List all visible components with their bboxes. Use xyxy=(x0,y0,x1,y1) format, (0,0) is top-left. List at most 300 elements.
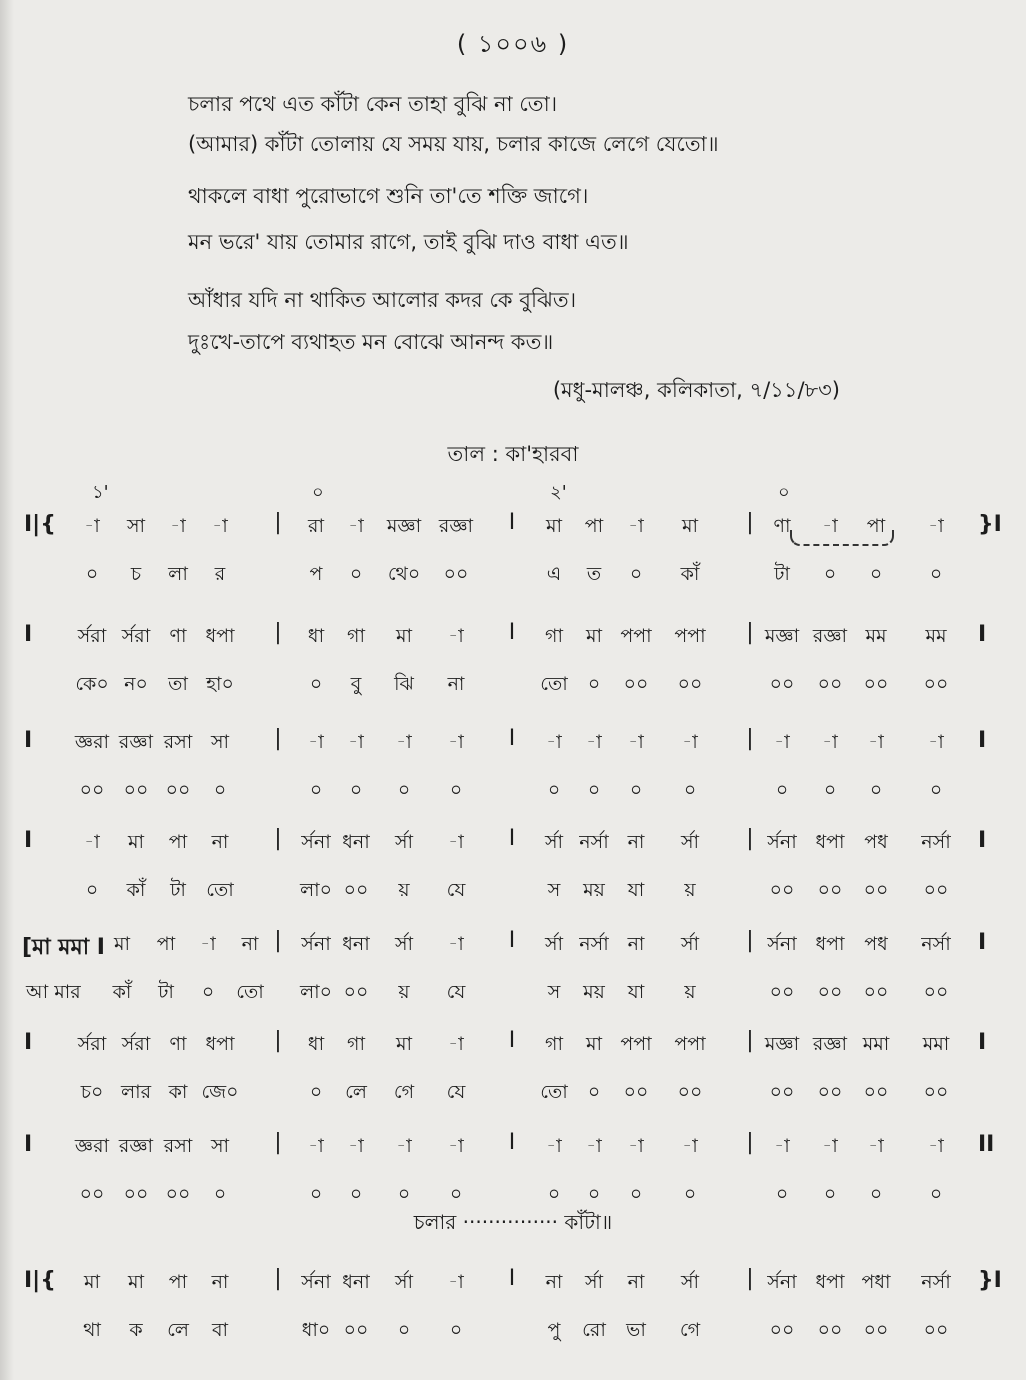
swara-note: নর্সা xyxy=(921,831,951,853)
lyric-syllable: ধা০ xyxy=(301,1319,331,1341)
lyric-syllable: ০ xyxy=(213,779,227,801)
lyric-syllable: রো xyxy=(582,1319,606,1341)
swara-note: গা xyxy=(347,1033,365,1055)
lyric-syllable: ০ xyxy=(587,673,601,695)
lyric-line: (আমার) কাঁটা তোলায় যে সময় যায়, চলার কাজে লেগে যেতো॥ xyxy=(188,132,719,156)
swara-note: র্সা xyxy=(394,933,414,955)
lyric-syllable: ০ xyxy=(349,1183,363,1205)
lyric-syllable: তা xyxy=(168,673,188,695)
swara-note: -া xyxy=(774,731,790,753)
swara-note: রা xyxy=(308,515,324,537)
lyric-syllable: য় xyxy=(684,879,696,901)
lyric-syllable: ০০ xyxy=(769,1319,795,1341)
swara-note: -া xyxy=(448,625,464,647)
swara-note: র্সা xyxy=(394,1271,414,1293)
lyric-syllable: কাঁ xyxy=(112,981,132,1003)
swara-note: জ্ঞরা xyxy=(74,731,110,753)
swara-note: র্সা xyxy=(680,1271,700,1293)
lyric-syllable: বু xyxy=(350,673,362,695)
lyric-syllable: লার xyxy=(120,1081,152,1103)
bar-line: | xyxy=(746,510,754,535)
lyric-line: থাকলে বাধা পুরোভাগে শুনি তা'তে শক্তি জাগে। xyxy=(188,184,589,208)
swara-note: সা xyxy=(210,731,230,753)
swara-note: -া xyxy=(448,731,464,753)
lyric-syllable: লে xyxy=(167,1319,189,1341)
bar-line: | xyxy=(274,1130,282,1155)
swara-note: -া xyxy=(200,933,216,955)
swara-note: গা xyxy=(545,1033,563,1055)
swara-note: র্সা xyxy=(680,933,700,955)
lyric-syllable: র xyxy=(214,563,226,585)
swara-note: ধপা xyxy=(815,933,845,955)
lyric-line: আঁধার যদি না থাকিত আলোর কদর কে বুঝিত। xyxy=(188,288,577,312)
swara-note: পপা xyxy=(674,1033,706,1055)
lyric-syllable: ০০ xyxy=(817,1319,843,1341)
swara-note: পা xyxy=(168,1271,188,1293)
swara-note: -া xyxy=(448,1271,464,1293)
swara-note: ধা xyxy=(307,1033,325,1055)
row-start-sign: I xyxy=(24,828,33,853)
lyric-syllable: ০০ xyxy=(623,1081,649,1103)
swara-note: ধপা xyxy=(205,1033,235,1055)
swara-note: রজ্ঞা xyxy=(812,625,848,647)
lyric-syllable: ০০ xyxy=(79,1183,105,1205)
lyric-syllable: ০০ xyxy=(923,673,949,695)
bar-line: | xyxy=(274,826,282,851)
lyric-syllable: ০ xyxy=(929,563,943,585)
lyric-syllable: লা০ xyxy=(299,879,333,901)
beat-mark: ১' xyxy=(92,482,109,503)
swara-note: ণা xyxy=(773,515,791,537)
lyric-line: মন ভরে' যায় তোমার রাগে, তাই বুঝি দাও বাধা এত॥ xyxy=(188,230,629,254)
lyric-syllable: ০ xyxy=(929,1183,943,1205)
lyric-syllable: ভা xyxy=(626,1319,646,1341)
lyric-syllable: য় xyxy=(398,879,410,901)
bar-line: I xyxy=(508,510,516,535)
lyric-syllable: ০০ xyxy=(343,1319,369,1341)
lyric-syllable: ০ xyxy=(449,1319,463,1341)
page-number: ( ১০০৬ ) xyxy=(456,30,570,58)
lyric-syllable: যে xyxy=(446,981,466,1003)
swara-note: -া xyxy=(682,731,698,753)
swara-note: -া xyxy=(448,933,464,955)
swara-note: -া xyxy=(348,1135,364,1157)
lyric-syllable: চ০ xyxy=(80,1081,104,1103)
lyric-syllable: ০০ xyxy=(863,673,889,695)
swara-note: ধপা xyxy=(815,831,845,853)
lyric-syllable: ০০ xyxy=(623,673,649,695)
row-end-sign: I xyxy=(978,930,987,955)
swara-note: রজ্ঞা xyxy=(118,731,154,753)
lyric-syllable: ০ xyxy=(775,1183,789,1205)
lyric-syllable: তো xyxy=(540,1081,568,1103)
swara-note: র্সা xyxy=(544,933,564,955)
bar-line: I xyxy=(508,726,516,751)
lyric-syllable: টা xyxy=(158,981,174,1003)
lyric-syllable: ০ xyxy=(587,1081,601,1103)
row-end-sign: I xyxy=(978,728,987,753)
swara-note: -া xyxy=(546,1135,562,1157)
swara-note: পপা xyxy=(620,625,652,647)
bar-line: I xyxy=(508,928,516,953)
refrain-marker: চলার ··············· কাঁটা॥ xyxy=(413,1210,613,1234)
swara-note: -া xyxy=(212,515,228,537)
swara-note: ধা xyxy=(307,625,325,647)
lyric-syllable: ০০ xyxy=(817,981,843,1003)
lyric-syllable: ০ xyxy=(869,1183,883,1205)
lyric-syllable: ০০ xyxy=(863,1319,889,1341)
lyric-syllable: ০ xyxy=(823,563,837,585)
swara-note: -া xyxy=(586,731,602,753)
lyric-syllable: ০০ xyxy=(863,1081,889,1103)
swara-note: না xyxy=(627,831,645,853)
swara-note: রজ্ঞা xyxy=(438,515,474,537)
lyric-syllable: লে xyxy=(345,1081,367,1103)
swara-note: ধনা xyxy=(342,1271,370,1293)
lyric-syllable: ০০ xyxy=(863,981,889,1003)
swara-note: ধনা xyxy=(342,831,370,853)
beat-mark: ০ xyxy=(312,482,324,503)
lyric-syllable: ০০ xyxy=(677,1081,703,1103)
lyric-syllable: ০ xyxy=(213,1183,227,1205)
swara-note: না xyxy=(241,933,259,955)
lyric-syllable: ০০ xyxy=(443,563,469,585)
swara-note: র্সরা xyxy=(77,1033,107,1055)
bar-line: | xyxy=(274,620,282,645)
lyric-syllable: ০০ xyxy=(165,1183,191,1205)
lyric-syllable: ০০ xyxy=(923,981,949,1003)
swara-note: ণা xyxy=(169,1033,187,1055)
bar-line: | xyxy=(746,1266,754,1291)
swara-note: না xyxy=(627,1271,645,1293)
lyric-syllable: ০০ xyxy=(677,673,703,695)
lyric-syllable: থে০ xyxy=(387,563,421,585)
swara-note: মা xyxy=(395,1033,413,1055)
swara-note: রসা xyxy=(163,1135,193,1157)
lyric-syllable: ০০ xyxy=(769,673,795,695)
row-end-sign: I xyxy=(978,828,987,853)
swara-note: র্সনা xyxy=(301,933,331,955)
lyric-syllable: ০ xyxy=(349,779,363,801)
swara-note: র্সা xyxy=(680,831,700,853)
swara-note: র্সা xyxy=(544,831,564,853)
swara-note: র্সরা xyxy=(121,625,151,647)
row-start-sign: I xyxy=(24,728,33,753)
swara-note: গা xyxy=(347,625,365,647)
lyric-syllable: ০ xyxy=(397,1319,411,1341)
lyric-syllable: যা xyxy=(627,981,645,1003)
swara-note: গা xyxy=(545,625,563,647)
swara-note: না xyxy=(211,1271,229,1293)
swara-note: পা xyxy=(168,831,188,853)
lyric-syllable: লা xyxy=(168,563,188,585)
swara-note: র্সনা xyxy=(301,1271,331,1293)
lyric-syllable: ০০ xyxy=(123,1183,149,1205)
swara-note: -া xyxy=(928,515,944,537)
swara-note: রজ্ঞা xyxy=(812,1033,848,1055)
lyric-syllable: ০০ xyxy=(343,879,369,901)
swara-note: -া xyxy=(396,731,412,753)
swara-note: ধপা xyxy=(205,625,235,647)
lyric-syllable: তো xyxy=(540,673,568,695)
swara-note: -া xyxy=(928,1135,944,1157)
swara-note: র্সরা xyxy=(121,1033,151,1055)
swara-note: না xyxy=(545,1271,563,1293)
swara-note: -া xyxy=(348,731,364,753)
lyric-syllable: স xyxy=(547,981,561,1003)
lyric-syllable: য় xyxy=(684,981,696,1003)
lyric-syllable: চ xyxy=(130,563,142,585)
swara-note: মা xyxy=(83,1271,101,1293)
lyric-syllable: ০ xyxy=(309,673,323,695)
lyric-syllable: ০ xyxy=(929,779,943,801)
swara-note: র্সনা xyxy=(767,1271,797,1293)
lyric-syllable: য় xyxy=(398,981,410,1003)
swara-note: পধা xyxy=(861,1271,891,1293)
row-start-sign: I|{ xyxy=(24,512,56,537)
bar-line: | xyxy=(274,510,282,535)
lyric-syllable: ০০ xyxy=(123,779,149,801)
lyric-syllable: ০ xyxy=(85,879,99,901)
bar-line: I xyxy=(508,826,516,851)
row-end-sign: I xyxy=(978,1030,987,1055)
lyric-syllable: ০০ xyxy=(769,1081,795,1103)
row-end-sign: }I xyxy=(978,1268,1002,1293)
swara-note: -া xyxy=(868,731,884,753)
swara-note: -া xyxy=(774,1135,790,1157)
swara-note: পা xyxy=(156,933,176,955)
lyric-syllable: ০ xyxy=(775,779,789,801)
lyric-syllable: ০ xyxy=(683,779,697,801)
lyric-syllable: না xyxy=(447,673,465,695)
swara-note: -া xyxy=(586,1135,602,1157)
lyric-syllable: ০০ xyxy=(817,879,843,901)
bar-line: | xyxy=(746,1028,754,1053)
lyric-syllable: ০ xyxy=(201,981,215,1003)
row-end-sign: I xyxy=(978,622,987,647)
swara-note: মা xyxy=(681,515,699,537)
swara-note: না xyxy=(211,831,229,853)
lyric-syllable: ০ xyxy=(587,779,601,801)
lyric-syllable: ০০ xyxy=(863,879,889,901)
lyric-syllable: যা xyxy=(627,879,645,901)
swara-note: -া xyxy=(448,1135,464,1157)
swara-note: মা xyxy=(113,933,131,955)
swara-note: -া xyxy=(822,731,838,753)
swara-note: ধপা xyxy=(815,1271,845,1293)
swara-note: মজ্ঞা xyxy=(764,1033,800,1055)
swara-note: -া xyxy=(628,1135,644,1157)
lyric-syllable: প xyxy=(309,563,323,585)
lyric-syllable: ০ xyxy=(449,1183,463,1205)
swara-note: মমা xyxy=(862,1033,890,1055)
swara-note: রজ্ঞা xyxy=(118,1135,154,1157)
swara-note: -া xyxy=(84,831,100,853)
row-start-sign: I xyxy=(24,622,33,647)
lyric-syllable: কাঁ xyxy=(680,563,700,585)
lyric-syllable: ০ xyxy=(309,1183,323,1205)
swara-note: -া xyxy=(84,515,100,537)
swara-note: র্সনা xyxy=(767,831,797,853)
swara-note: জ্ঞরা xyxy=(74,1135,110,1157)
swara-note: র্সরা xyxy=(77,625,107,647)
lyric-syllable: ০ xyxy=(587,1183,601,1205)
lyric-syllable: ন০ xyxy=(124,673,148,695)
swara-note: মা xyxy=(395,625,413,647)
swara-note: -া xyxy=(308,1135,324,1157)
swara-note: নর্সা xyxy=(579,933,609,955)
lyric-syllable: যে xyxy=(446,1081,466,1103)
lyric-syllable: ০০ xyxy=(769,879,795,901)
lyric-syllable: ০ xyxy=(85,563,99,585)
swara-note: পপা xyxy=(674,625,706,647)
lyric-syllable: কাঁ xyxy=(126,879,146,901)
swara-note: -া xyxy=(396,1135,412,1157)
lyric-line: চলার পথে এত কাঁটা কেন তাহা বুঝি না তো। xyxy=(188,92,558,116)
lyric-syllable: ০ xyxy=(823,779,837,801)
swara-note: -া xyxy=(822,1135,838,1157)
lyric-syllable: গে xyxy=(679,1319,701,1341)
lyric-syllable: ০০ xyxy=(817,673,843,695)
swara-note: সা xyxy=(126,515,146,537)
swara-note: মা xyxy=(585,625,603,647)
swara-note: -া xyxy=(928,731,944,753)
lyric-syllable: ০ xyxy=(449,779,463,801)
lyric-syllable: গে xyxy=(393,1081,415,1103)
lyric-syllable: ঝি xyxy=(394,673,414,695)
lyric-syllable: ০০ xyxy=(165,779,191,801)
row-start-sign: [মা মমা I xyxy=(22,935,105,960)
bar-line: I xyxy=(508,620,516,645)
swara-note: পা xyxy=(866,515,886,537)
bar-line: | xyxy=(274,1028,282,1053)
row-end-sign: }I xyxy=(978,512,1002,537)
swara-note: মা xyxy=(127,831,145,853)
lyric-syllable: ০ xyxy=(629,563,643,585)
lyric-syllable: ০ xyxy=(629,1183,643,1205)
lyric-syllable: ০ xyxy=(547,1183,561,1205)
lyric-syllable: থা xyxy=(83,1319,101,1341)
swara-note: মম xyxy=(925,625,947,647)
lyric-syllable: ময় xyxy=(583,879,605,901)
swara-note: সা xyxy=(210,1135,230,1157)
lyric-syllable: ০০ xyxy=(817,1081,843,1103)
bar-line: I xyxy=(508,1266,516,1291)
swara-note: মা xyxy=(585,1033,603,1055)
lyric-syllable: টা xyxy=(774,563,790,585)
swara-note: -া xyxy=(348,515,364,537)
swara-note: পা xyxy=(584,515,604,537)
taal-heading: তাল : কা'হারবা xyxy=(447,442,579,466)
swara-note: -া xyxy=(822,515,838,537)
swara-note: র্সনা xyxy=(767,933,797,955)
swara-note: -া xyxy=(308,731,324,753)
lyric-syllable: ০০ xyxy=(769,981,795,1003)
lyric-syllable: জে০ xyxy=(201,1081,239,1103)
lyric-syllable: বা xyxy=(211,1319,229,1341)
lyric-syllable: ০ xyxy=(629,779,643,801)
page-fold-shadow xyxy=(0,0,14,1380)
row-end-sign: II xyxy=(978,1132,995,1157)
lyric-syllable: তো xyxy=(206,879,234,901)
swara-note: মমা xyxy=(922,1033,950,1055)
lyric-syllable: ০ xyxy=(683,1183,697,1205)
lyric-syllable: ০ xyxy=(547,779,561,801)
lyric-syllable: ০০ xyxy=(343,981,369,1003)
lyric-syllable: ০ xyxy=(309,1081,323,1103)
swara-note: র্সনা xyxy=(301,831,331,853)
bar-line: | xyxy=(746,620,754,645)
swara-note: -া xyxy=(868,1135,884,1157)
swara-note: নর্সা xyxy=(921,933,951,955)
swara-note: পপা xyxy=(620,1033,652,1055)
lyric-syllable: লা০ xyxy=(299,981,333,1003)
bar-line: | xyxy=(746,826,754,851)
lyric-syllable: ০০ xyxy=(923,879,949,901)
bar-line: | xyxy=(746,726,754,751)
row-start-sign: I xyxy=(24,1030,33,1055)
lyric-syllable: যে xyxy=(446,879,466,901)
lyric-line: দুঃখে-তাপে ব্যথাহত মন বোঝে আনন্দ কত॥ xyxy=(188,330,554,354)
bar-line: | xyxy=(274,928,282,953)
lyric-syllable: ০ xyxy=(309,779,323,801)
lyric-syllable: ০ xyxy=(397,1183,411,1205)
swara-note: মা xyxy=(545,515,563,537)
composition-credit: (মধু-মালঞ্চ, কলিকাতা, ৭/১১/৮৩) xyxy=(552,378,840,402)
bar-line: | xyxy=(274,1266,282,1291)
lyric-syllable: হা০ xyxy=(206,673,234,695)
lyric-syllable: ০ xyxy=(397,779,411,801)
lyric-syllable: পু xyxy=(547,1319,561,1341)
lyric-syllable: ০ xyxy=(349,563,363,585)
swara-note: পধ xyxy=(864,933,888,955)
bar-line: | xyxy=(746,1130,754,1155)
swara-note: -া xyxy=(546,731,562,753)
swara-note: -া xyxy=(170,515,186,537)
lyric-syllable: ময় xyxy=(583,981,605,1003)
lyric-syllable: টা xyxy=(170,879,186,901)
bar-line: | xyxy=(274,726,282,751)
lyric-syllable: ০০ xyxy=(923,1319,949,1341)
lyric-syllable: এ xyxy=(546,563,562,585)
lyric-syllable: স xyxy=(547,879,561,901)
lyric-syllable: ০ xyxy=(823,1183,837,1205)
swara-note: মজ্ঞা xyxy=(386,515,422,537)
swara-note: র্সা xyxy=(584,1271,604,1293)
swara-note: নর্সা xyxy=(921,1271,951,1293)
bar-line: | xyxy=(746,928,754,953)
bar-line: I xyxy=(508,1130,516,1155)
swara-note: মম xyxy=(865,625,887,647)
lyric-syllable: ০ xyxy=(869,779,883,801)
swara-note: পধ xyxy=(864,831,888,853)
swara-note: ধনা xyxy=(342,933,370,955)
swara-note: ণা xyxy=(169,625,187,647)
lyric-syllable: ০ xyxy=(869,563,883,585)
row-lead-words: আ মার xyxy=(26,981,81,1003)
beat-mark: ০ xyxy=(778,482,790,503)
swara-note: -া xyxy=(448,1033,464,1055)
lyric-syllable: কে০ xyxy=(75,673,109,695)
bar-line: I xyxy=(508,1028,516,1053)
lyric-syllable: তো xyxy=(236,981,264,1003)
row-start-sign: I xyxy=(24,1132,33,1157)
lyric-syllable: ক xyxy=(129,1319,143,1341)
swara-note: নর্সা xyxy=(579,831,609,853)
lyric-syllable: ০০ xyxy=(923,1081,949,1103)
swara-note: -া xyxy=(682,1135,698,1157)
row-start-sign: I|{ xyxy=(24,1268,56,1293)
